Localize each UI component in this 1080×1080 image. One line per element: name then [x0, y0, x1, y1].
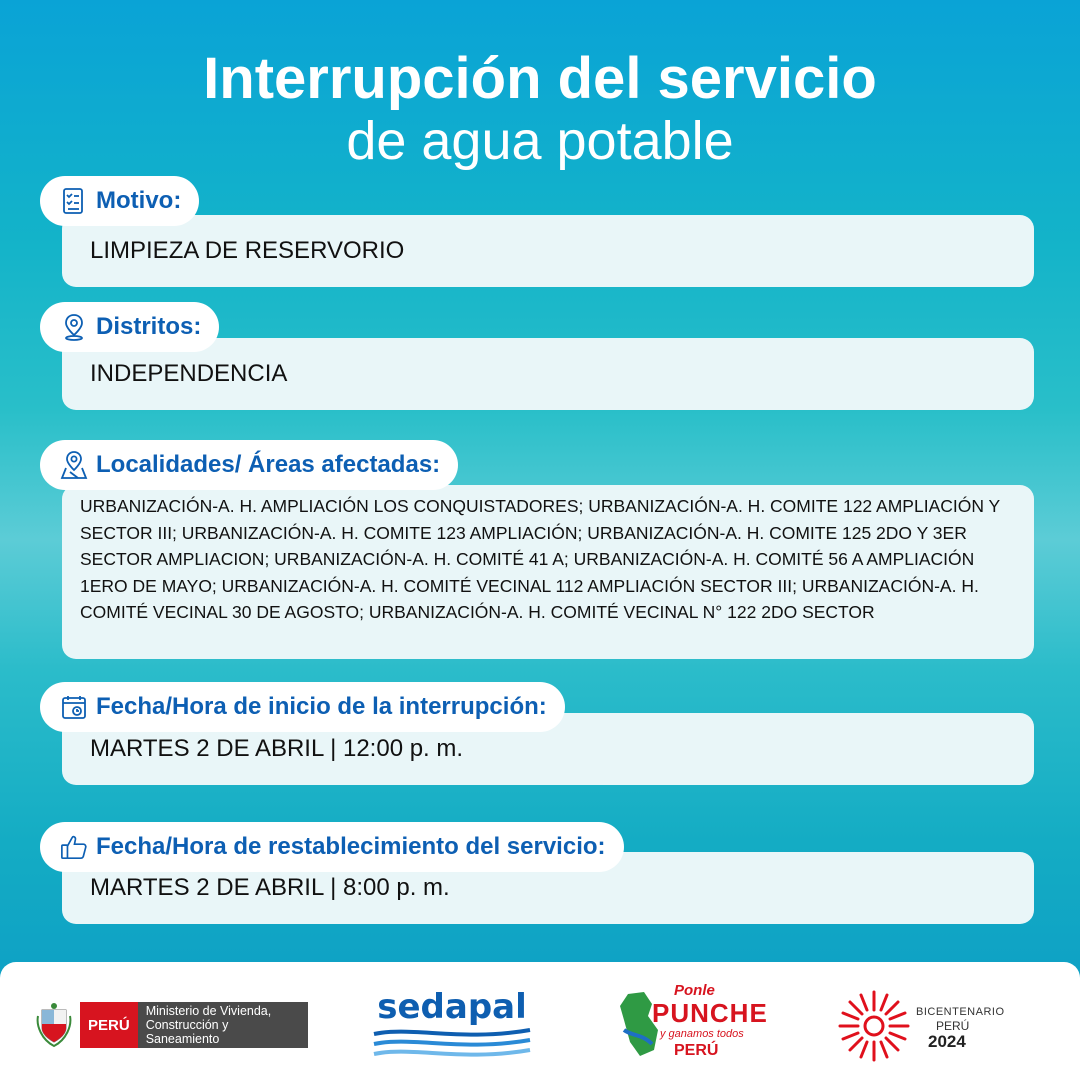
sedapal-logo	[372, 988, 532, 1067]
distritos-label: Distritos:	[96, 313, 202, 340]
ponle-punche-logo	[616, 980, 768, 1066]
localidades-value-box	[62, 485, 1034, 659]
punche-line2: PUNCHE	[652, 998, 768, 1028]
location-pin-icon	[60, 311, 88, 343]
restablecimiento-label: Fecha/Hora de restablecimiento del servicio:	[96, 833, 606, 860]
ministerio-logo	[36, 1002, 308, 1048]
punche-line3: y ganamos todos	[660, 1028, 744, 1040]
restablecimiento-value: MARTES 2 DE ABRIL | 8:00 p. m.	[90, 874, 450, 901]
distritos-value: INDEPENDENCIA	[90, 360, 288, 387]
ministerio-name: Ministerio de Vivienda, Construcción y Saneamiento	[138, 1002, 308, 1048]
motivo-value-box	[62, 215, 1034, 287]
motivo-label-pill	[40, 176, 199, 226]
bicentenario-line3: 2024	[928, 1032, 966, 1051]
inicio-label-pill	[40, 682, 565, 732]
motivo-value: LIMPIEZA DE RESERVORIO	[90, 237, 405, 264]
calendar-icon	[60, 691, 88, 723]
distritos-value-box	[62, 338, 1034, 410]
restablecimiento-label-pill	[40, 822, 624, 872]
bicentenario-logo	[836, 986, 1036, 1066]
punche-line1: Ponle	[674, 982, 715, 999]
map-pin-icon	[60, 449, 88, 481]
title-line2: de agua potable	[346, 111, 734, 171]
punche-line4: PERÚ	[674, 1042, 719, 1059]
localidades-label: Localidades/ Áreas afectadas:	[96, 451, 441, 478]
sedapal-wordmark: sedapal	[377, 987, 527, 1027]
peru-tag: PERÚ	[80, 1002, 138, 1048]
inicio-value: MARTES 2 DE ABRIL | 12:00 p. m.	[90, 735, 464, 762]
localidades-label-pill	[40, 440, 458, 490]
thumbs-up-icon	[60, 831, 88, 863]
peru-coat-of-arms-icon	[36, 1002, 72, 1048]
localidades-value: URBANIZACIÓN-A. H. AMPLIACIÓN LOS CONQUISTADORES; URBANIZACIÓN-A. H. COMITE 122 AMPLIACIÓN Y SECTOR III; URBANIZACIÓN-A. H. COMITE 123 AMPLIACIÓN; URBANIZACIÓN-A. H. COMITE 125 2DO Y 3ER SECTOR AMPLIACION; URBANIZACIÓN-A. H. COMITÉ 41 A; URBANIZACIÓN-A. H. COMITÉ 56 A AMPLIACIÓN 1ERO DE MAYO; URBANIZACIÓN-A. H. COMITÉ VECINAL 112 AMPLIACIÓN SECTOR III; URBANIZACIÓN-A. H. COMITÉ VECINAL 30 DE AGOSTO; URBANIZACIÓN-A. H. COMITÉ VECINAL N° 122 2DO SECTOR	[80, 496, 1000, 622]
title-line1: Interrupción del servicio	[203, 46, 877, 111]
bicentenario-line2: PERÚ	[936, 1019, 970, 1033]
motivo-label: Motivo:	[96, 187, 182, 214]
checklist-icon	[60, 185, 88, 217]
bicentenario-sun-icon	[836, 988, 912, 1064]
inicio-label: Fecha/Hora de inicio de la interrupción:	[96, 693, 547, 720]
bicentenario-line1: BICENTENARIO	[916, 1006, 1005, 1018]
distritos-label-pill	[40, 302, 219, 352]
footer-logos	[0, 962, 1080, 1080]
water-waves-icon	[372, 1026, 532, 1062]
